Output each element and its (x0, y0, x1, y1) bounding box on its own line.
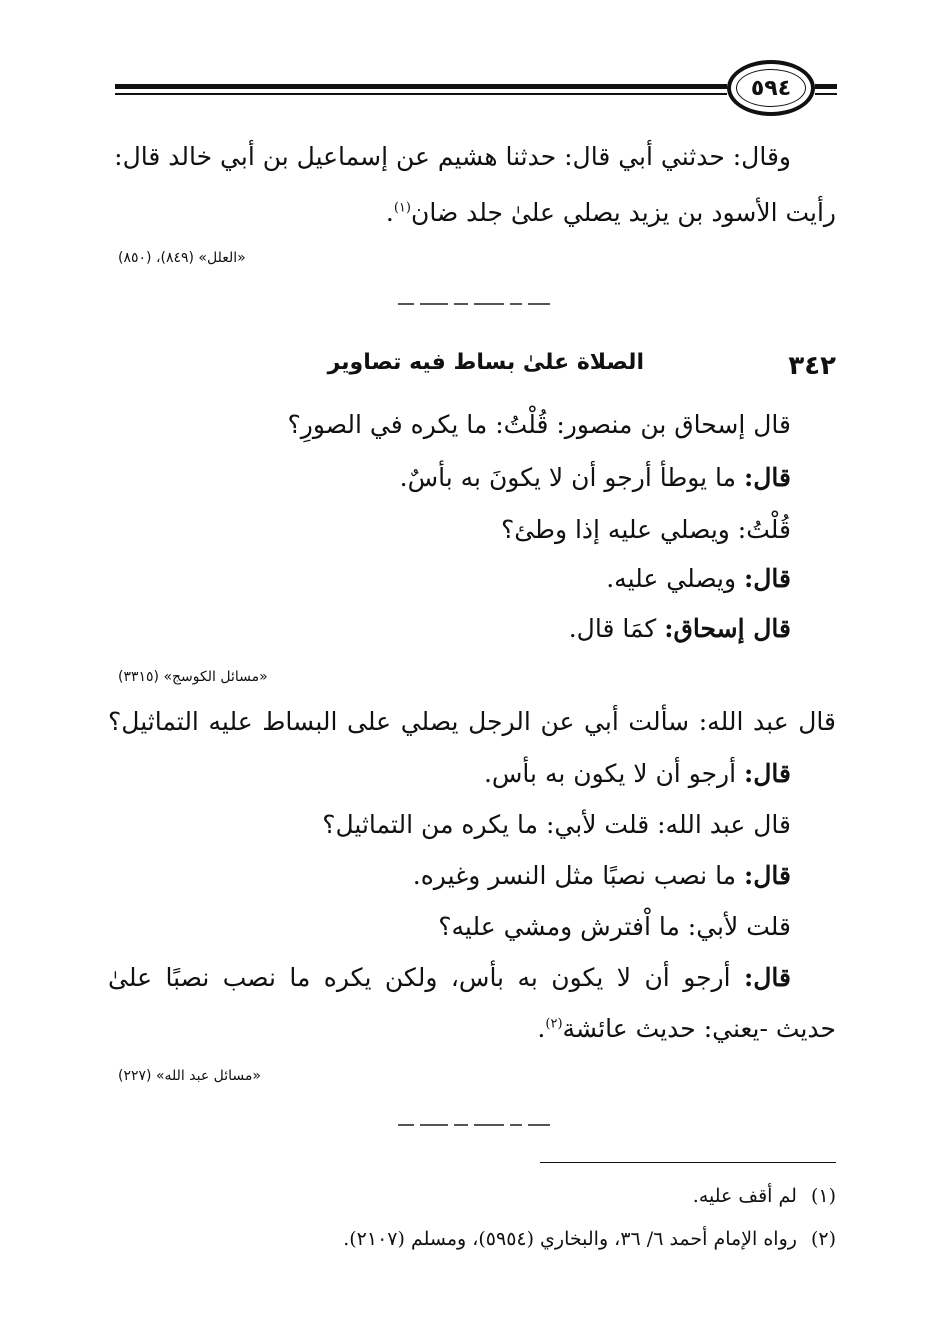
text-line: قال عبد الله: سألت أبي عن الرجل يصلي على البساط عليه التماثيل؟ (108, 707, 836, 736)
footnote-separator (540, 1162, 836, 1163)
text-line (484, 757, 791, 791)
footnote-marker[interactable]: (٢) (545, 1016, 563, 1032)
text-line: قال عبد الله: قلت لأبي: ما يكره من التماثيل؟ (322, 810, 791, 839)
speaker-label: قال: (744, 759, 791, 788)
text-line (400, 461, 791, 495)
text-span: . (537, 1014, 546, 1043)
header-rule (115, 93, 727, 95)
text-line (537, 1012, 836, 1046)
header-rule (815, 84, 837, 89)
speaker-label: قال: (744, 861, 791, 890)
speaker-label: قال: (744, 963, 791, 992)
text-line: قُلْتُ: ويصلي عليه إذا وطئ؟ (500, 515, 791, 544)
chapter-number: ٣٤٢ (788, 351, 836, 381)
source-reference: «العلل» (٨٤٩)، (٨٥٠) (118, 250, 246, 266)
text-line (413, 859, 791, 893)
header-rule (115, 84, 727, 89)
text-line: وقال: حدثني أبي قال: حدثنا هشيم عن إسماعيل بن أبي خالد قال: (114, 142, 791, 171)
text-span: ويصلي عليه. (606, 564, 745, 593)
footnote (343, 1226, 836, 1252)
text-line (108, 961, 791, 995)
speaker-label: قال: (744, 564, 791, 593)
text-span: ما نصب نصبًا مثل النسر وغيره. (412, 861, 745, 890)
text-line: قال إسحاق بن منصور: قُلْتُ: ما يكره في الصورِ؟ (287, 410, 791, 439)
ornament-divider (398, 300, 550, 308)
source-reference: «مسائل عبد الله» (٢٢٧) (118, 1068, 261, 1084)
text-line (569, 612, 791, 646)
text-line (386, 196, 836, 230)
source-reference: «مسائل الكوسج» (٣٣١٥) (118, 669, 268, 685)
ornament-divider (398, 1121, 550, 1129)
header-rule (815, 93, 837, 95)
footnote-text: لم أقف عليه. (692, 1185, 797, 1207)
text-line (606, 562, 791, 596)
text-span: أرجو أن لا يكون به بأس. (483, 759, 745, 788)
footnote-number: (١) (810, 1185, 836, 1207)
speaker-label: قال: (744, 463, 791, 492)
text-span: حديث -يعني: حديث عائشة (562, 1014, 836, 1043)
text-span: . (385, 198, 394, 227)
text-span: أرجو أن لا يكون به بأس، ولكن يكره ما نصب نصبًا علىٰ (108, 963, 745, 992)
footnote-text: رواه الإمام أحمد ٦/ ٣٦، والبخاري (٥٩٥٤)، ومسلم (٢١٠٧). (343, 1228, 797, 1250)
footnote-marker[interactable]: (١) (393, 200, 411, 216)
footnote-number: (٢) (810, 1228, 836, 1250)
chapter-title: الصلاة علىٰ بساط فيه تصاوير (327, 350, 644, 375)
page-number: ٥٩٤ (727, 60, 815, 116)
speaker-label: قال إسحاق: (664, 614, 791, 643)
text-span: رأيت الأسود بن يزيد يصلي علىٰ جلد ضان (410, 198, 836, 227)
text-line: قلت لأبي: ما اْفترش ومشي عليه؟ (438, 912, 791, 941)
footnote (693, 1183, 836, 1209)
text-span: ما يوطأ أرجو أن لا يكونَ به بأسٌ. (399, 463, 745, 492)
text-span: كمَا قال. (568, 614, 665, 643)
